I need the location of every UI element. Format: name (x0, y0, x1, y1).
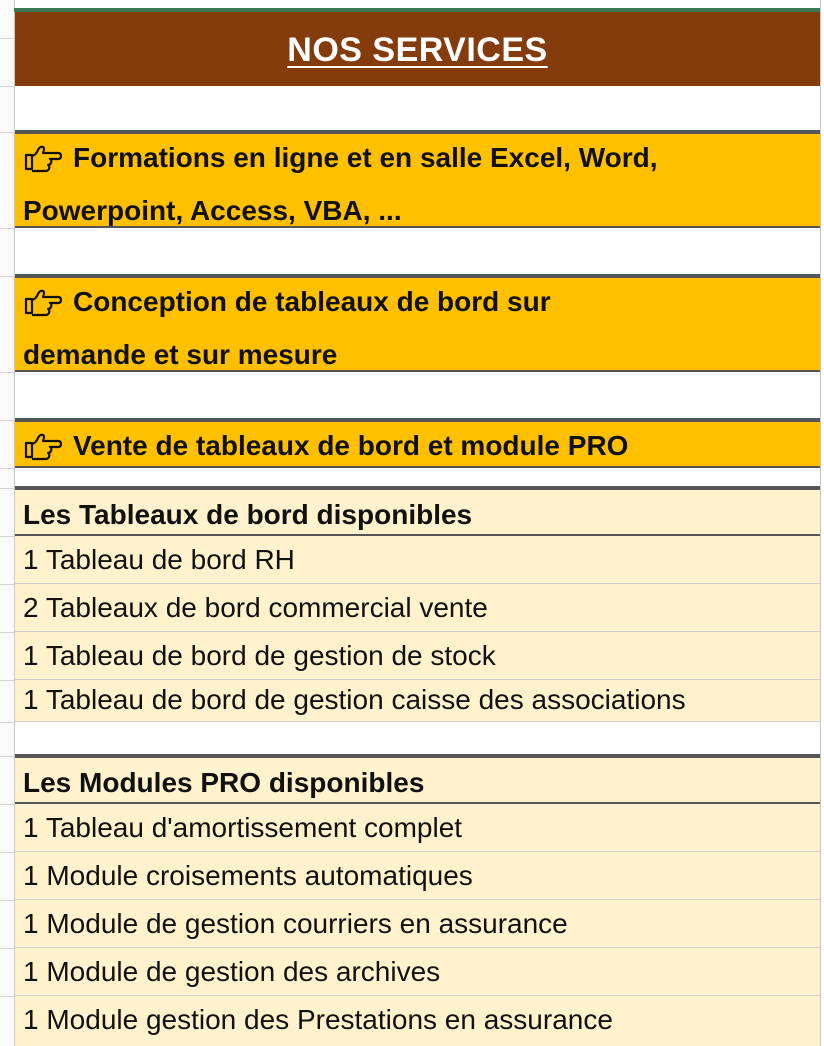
column-border-right (820, 0, 821, 1046)
row-divider (0, 996, 14, 997)
empty-cell[interactable] (15, 228, 820, 276)
row-divider (0, 536, 14, 537)
row-divider (0, 900, 14, 901)
service-line: demande et sur mesure (23, 339, 338, 370)
title-cell[interactable] (15, 12, 820, 86)
empty-cell[interactable] (15, 722, 820, 756)
pointing-hand-icon (23, 284, 63, 331)
row-header-strip (0, 0, 14, 1046)
row-divider (0, 488, 14, 489)
dashboards-header-cell[interactable] (15, 488, 820, 536)
list-item[interactable] (15, 632, 820, 680)
list-item[interactable] (15, 680, 820, 722)
section-heading: Les Tableaux de bord disponibles (23, 499, 473, 530)
row-divider (0, 804, 14, 805)
list-item-text: 1 Tableau de bord de gestion caisse des associations (23, 684, 686, 715)
section-heading: Les Modules PRO disponibles (23, 767, 425, 798)
row-divider (0, 468, 14, 469)
row-divider (0, 38, 14, 39)
list-item[interactable] (15, 948, 820, 996)
list-item-text: 2 Tableaux de bord commercial vente (23, 592, 488, 623)
list-item-text: 1 Module croisements automatiques (23, 860, 473, 891)
list-item-text: 1 Module de gestion des archives (23, 956, 441, 987)
modules-header-cell[interactable] (15, 756, 820, 804)
list-item[interactable] (15, 900, 820, 948)
empty-cell[interactable] (15, 372, 820, 420)
list-item-text: 1 Module gestion des Prestations en assurance (23, 1004, 613, 1035)
service-cell-dashboard-design[interactable] (15, 276, 820, 372)
row-divider (0, 852, 14, 853)
service-cell-sales[interactable] (15, 420, 820, 468)
row-divider (0, 372, 14, 373)
row-divider (0, 584, 14, 585)
row-divider (0, 756, 14, 757)
empty-cell[interactable] (15, 468, 820, 488)
row-divider (0, 228, 14, 229)
empty-cell[interactable] (15, 86, 820, 132)
service-line: Conception de tableaux de bord sur (73, 286, 551, 317)
service-line: Powerpoint, Access, VBA, ... (23, 195, 402, 226)
row-divider (0, 948, 14, 949)
list-item-text: 1 Module de gestion courriers en assurance (23, 908, 568, 939)
row-divider (0, 632, 14, 633)
list-item[interactable] (15, 536, 820, 584)
list-item-text: 1 Tableau de bord RH (23, 544, 295, 575)
row-divider (0, 86, 14, 87)
service-line: Vente de tableaux de bord et module PRO (73, 430, 629, 461)
row-divider (0, 276, 14, 277)
row-divider (0, 132, 14, 133)
row-divider (0, 680, 14, 681)
service-line: Formations en ligne et en salle Excel, Word, (73, 142, 658, 173)
list-item[interactable] (15, 584, 820, 632)
row-divider (0, 722, 14, 723)
list-item[interactable] (15, 852, 820, 900)
list-item[interactable] (15, 804, 820, 852)
list-item-text: 1 Tableau d'amortissement complet (23, 812, 463, 843)
service-cell-training[interactable] (15, 132, 820, 228)
page-title: NOS SERVICES (287, 31, 548, 69)
list-item-text: 1 Tableau de bord de gestion de stock (23, 640, 496, 671)
pointing-hand-icon (23, 140, 63, 187)
list-item[interactable] (15, 996, 820, 1046)
row-divider (0, 420, 14, 421)
